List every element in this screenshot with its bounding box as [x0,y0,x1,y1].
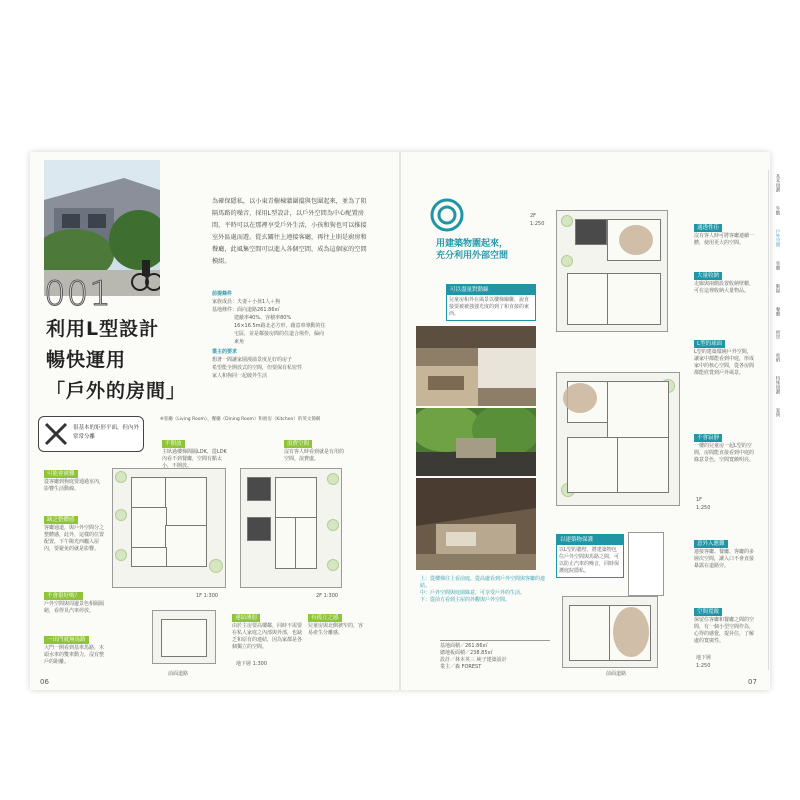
condition-line: 東角 [234,339,245,345]
scale-label: 1F 1:250 [696,497,711,511]
legend-note: ※客廳（Living Room）、餐廳（Dining Room）和廚房（Kitchen）的英文簡稱 [160,417,321,422]
note-body: L型的建築環繞戶外空間，讓家中都能看到中庭，形成家中的核心空間，從各房間都能欣賞到戶外風景。 [694,349,755,376]
side-tab: 基本規劃 [775,174,780,192]
right-heading-line-1: 用建築物圍起來， [436,239,509,249]
conditions-block [212,290,372,380]
note-right-3 [694,330,756,377]
note-left-4 [44,626,104,666]
note-body: 保留住客廳和餐廳之間的空間，有一個小型空間作為，心得的感覺，提昇住，了解處的寬廣性。 [694,617,755,644]
road-label: 前面道路 [168,671,189,677]
note-right-5 [694,530,756,570]
floor-plan-2f-left [240,468,342,588]
note-body: 大門一開看到基車馬路，木頭水車的雙車動力，沒有整戶的距離。 [44,645,105,665]
note-top-1 [162,430,230,470]
floor-plan-2f-right [556,210,668,332]
note-body: 從客廳到狗庭要通過室內，影響生活動線。 [44,479,105,492]
note-title: 不會寂靜 [694,434,722,442]
note-left-1 [44,460,104,493]
note-title: 一出門就無馬路 [44,636,89,644]
note-body: 走廊與兩側設置收納壁櫃，可在這裡收納大量物品。 [694,281,755,294]
wishes-header: 業主的要求 [212,349,238,355]
right-heading-line-2: 充分利用外部空間 [436,251,509,261]
side-tab: 收納 [775,353,780,362]
circle-mark-icon [430,198,464,232]
spec-line: 設計／林本英三 純子建築設計 [440,657,507,663]
title-line-1: 利用L型設計 [46,318,160,340]
x-icon [43,421,69,447]
side-tab: 戶外空間 [775,229,780,247]
title-line-2: 暢快運用 [46,349,127,371]
wish-line: 家人和狗同一起破外生活 [212,373,268,379]
note-title: 不會很好嗎？ [44,592,83,600]
note-left-2 [44,506,104,553]
condition-line: 16×16.5m路北必方形，藉意車導動的住 [234,323,326,329]
scale-label: 2F 1:250 [530,213,545,227]
note-right-4 [694,424,756,464]
note-title: 以建築物保護 [557,535,623,545]
note-right-1 [694,214,756,247]
spec-line: 業主／森 FOREST [440,664,482,670]
side-tab: 動線 [775,284,780,293]
note-right-2 [694,262,756,295]
scale-label: 2F 1:300 [316,593,339,599]
note-left-3 [44,582,104,615]
title-line-3: 「戶外的房間」 [46,380,187,402]
note-body: 連接客廳、餐廳、客廳的多層次空間，讓入口不會直接暴露在道路旁。 [694,549,755,569]
note-body: 兒童房和外在風景以樓梯關聯，說直接要被被強強光度的到了和直接的東西。 [449,297,530,317]
note-box-2 [556,534,624,578]
side-tab: 特殊規劃 [775,376,780,394]
wish-line: 希望能全開放式的空間，但要保有私密性 [212,365,303,371]
note-title: 不開放 [162,440,185,448]
note-body: 兒童房與北側狹窄的，容易產生分離感。 [308,623,364,636]
conditions-header: 前提條件 [212,291,233,297]
page-number-right: 07 [748,678,757,686]
scale-label: 地下層 1:250 [696,655,712,669]
side-tab: 外觀 [775,206,780,215]
condition-line: 家族成員：夫妻＋小孩1人＋狗 [212,299,281,305]
note-body: 由於主房要高樓鄰，同時不需要在私人家庭之內部與外部，也缺乏和原有的連結，因為家都是各個獨立的空間。 [232,623,303,650]
floor-plan-1f-left [112,468,226,588]
note-title: 空間寬敞 [694,608,722,616]
note-title: L型的球面 [694,340,725,348]
note-body: 主臥過樓梯間隔LDK，從LDK內看不到餐廳，空間有點太小，不開放。 [162,449,227,469]
wish-line: 想著一間讓家園漫溢景度足好的房子 [212,357,293,363]
note-title: 浪費空間 [284,440,312,448]
spec-block [440,640,550,671]
side-tab: 案例 [775,408,780,417]
case-number: 001 [44,274,112,314]
note-body: 沒有客人時看到就是有用的空間，浪費處。 [284,449,345,462]
note-title: 可以盡量對動線 [447,285,535,295]
spec-line: 總地板面積／238.85㎡ [440,650,493,656]
note-bottom-1 [232,604,304,651]
note-title: 有孤立之感 [308,614,342,622]
note-top-2 [284,430,348,463]
scale-label: 地下層 1:300 [236,661,267,667]
scale-label: 1F 1:300 [196,593,219,599]
side-tab: 餐廳 [775,307,780,316]
callout-bubble [38,416,144,452]
note-title: 大量收納 [694,272,722,280]
road-label: 前面道路 [606,671,627,677]
note-title: 意外入應難 [694,540,728,548]
note-body: 客廳通道，與戶外空間分之整體感，此外，這樣的位置配置，下午陽光西曬入屋內，要避免的就是影響。 [44,525,105,552]
condition-line: 基地條件：面向道路261.86㎡ [212,307,280,313]
note-right-6 [694,598,756,645]
note-box-1 [446,284,536,321]
side-tab: 廚房 [775,330,780,339]
note-title: 通透性佳 [694,224,722,232]
parking-area [628,532,664,596]
note-body: 以L型的牆壁，將建築物包住戶外空間與馬路之間，可以防止汽車的噪音，同時保護庭院隱私。 [559,547,620,574]
condition-line: 建蔽率40%、容積率80% [234,315,292,321]
page-number-left: 06 [40,678,49,686]
caption-line: 下：從前方看到主屋的外觀與戶外空間。 [420,597,511,603]
exterior-photo [416,478,536,570]
note-body: 戶外空間與周邊景色相隔隔絕，看得見汽車停放。 [44,601,105,614]
note-bottom-2 [308,604,364,637]
right-heading [436,238,508,262]
page-title [46,314,186,403]
note-title: 缺乏整體感 [44,516,78,524]
gutter [399,152,401,690]
note-body: 沒有客人時可將客廳連續一體，使用更大的空間。 [694,233,755,246]
floor-plan-basement-right [562,596,658,668]
note-title: 連結薄弱 [232,614,260,622]
caption-line: 中：戶外空間與庭園綠意，可享受戶外的生活。 [420,590,526,596]
caption-line: 上：從樓梯往上看前庭，從高處看到戶外空間與客廳的連結。 [420,576,546,589]
photo-captions [420,576,550,604]
spec-line: 基地面積／261.86㎡ [440,643,488,649]
side-tabs [768,170,785,670]
intro-text: 為確保隱私，以小東青樹棟牆圍擋與包圍起來，並為了阻隔馬路的噪音，採用L型設計，以戶外空間為中心配置房間，平時可以在那裡享受戶外生活，小孩和狗也可以推接室外區處而遊。從玄關往上連接客廳，再往上則是廚房和餐廳，此風集空間可以進入各個空間，成為這個家的空間模組。 [212,198,367,265]
floor-plan-1f-right [556,372,680,506]
condition-line: 宅區，並是鄰接房間的住道合場作，偏向 [234,331,325,337]
side-tab: 客廳 [775,261,780,270]
note-body: 一樓的兒童房一起L型的空間，房間能直接看到中庭的綠意景色，空間寬敞明亮。 [694,443,755,463]
floor-plan-basement-left [152,610,216,664]
interior-photo-top [416,326,536,406]
garden-photo [416,408,536,476]
callout-text: 很基本的矩形平面，但內外常常分離 [73,425,140,440]
note-title: 可能會被難 [44,470,78,478]
